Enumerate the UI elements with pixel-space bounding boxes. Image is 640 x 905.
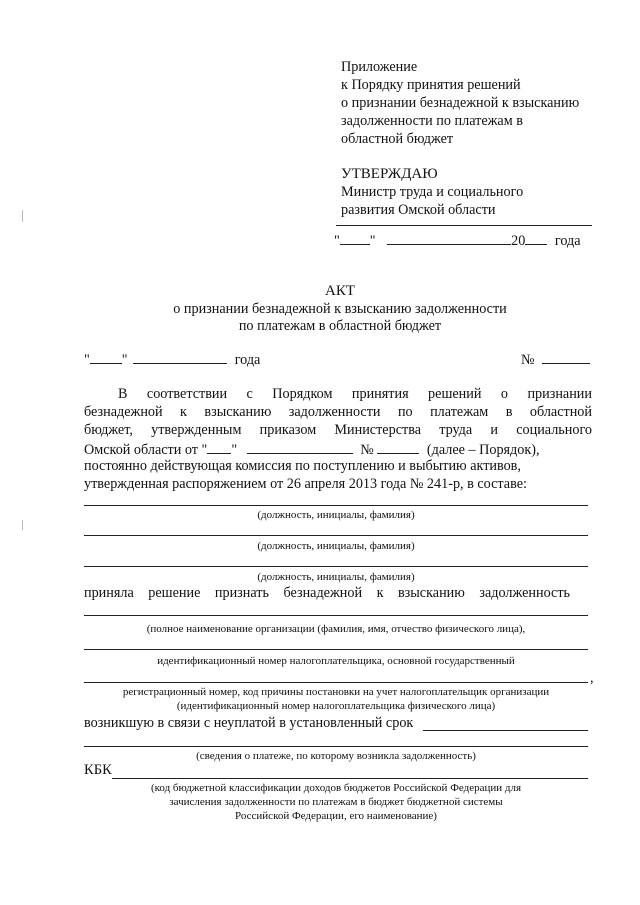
year-prefix: 20 <box>511 233 526 249</box>
member-line <box>84 535 588 536</box>
day-blank <box>340 231 370 245</box>
member-line <box>84 505 588 506</box>
payment-caption: (сведения о платеже, по которому возникла задолженность) <box>196 750 476 762</box>
day-blank <box>90 350 122 364</box>
quote-open: " <box>84 352 90 368</box>
act-date-line <box>84 350 260 369</box>
body-line: В соответствии с Порядком принятия решений о признании <box>118 386 592 402</box>
body-line: бюджет, утвержденным приказом Министерства труда и социального <box>84 422 592 438</box>
org-line <box>84 615 588 616</box>
scan-margin-mark <box>22 520 23 530</box>
quote-open: " <box>334 233 340 249</box>
body-text: Омской области от " <box>84 442 208 458</box>
act-number <box>521 350 590 369</box>
approve-line: развития Омской области <box>341 202 496 218</box>
reg-comma: , <box>590 670 594 686</box>
approve-title: УТВЕРЖДАЮ <box>341 166 438 182</box>
quote-close: " <box>121 352 128 368</box>
body-line: безнадежной к взысканию задолженности по платежам в областной <box>84 404 592 420</box>
reg-caption: (идентификационный номер налогоплательщика физического лица) <box>176 700 496 712</box>
year-word: года <box>234 352 261 368</box>
appendix-line: Приложение <box>341 59 418 75</box>
inn-line <box>84 649 588 650</box>
kbk-caption: зачисления задолженности по платежам в бюджет бюджетной системы <box>169 796 503 808</box>
decision-text: приняла решение признать безнадежной к взысканию задолженность <box>84 585 570 601</box>
appendix-line: задолженности по платежам в <box>341 113 523 129</box>
approve-line: Министр труда и социального <box>341 184 524 200</box>
reg-caption: регистрационный номер, код причины постановки на учет налогоплательщик организации <box>122 686 550 698</box>
body-text: " <box>231 442 238 458</box>
member-caption: (должность, инициалы, фамилия) <box>257 509 415 521</box>
kbk-caption: Российской Федерации, его наименование) <box>235 810 437 822</box>
scan-margin-mark <box>22 210 23 222</box>
month-blank <box>387 231 511 245</box>
number-sign: № <box>521 352 535 368</box>
approval-date-line <box>334 231 581 250</box>
order-number-blank <box>377 440 419 454</box>
body-line <box>84 440 540 459</box>
member-line <box>84 566 588 567</box>
body-line: постоянно действующая комиссия по поступлению и выбытию активов, <box>84 458 521 474</box>
number-blank <box>542 350 590 364</box>
member-caption: (должность, инициалы, фамилия) <box>257 571 415 583</box>
number-sign: № <box>360 442 374 458</box>
appendix-line: о признании безнадежной к взысканию <box>341 95 580 111</box>
appendix-line: к Порядку принятия решений <box>341 77 521 93</box>
act-title: АКТ <box>325 283 355 299</box>
kbk-label: КБК <box>84 762 112 778</box>
year-blank <box>525 231 547 245</box>
signature-line <box>336 225 592 226</box>
month-blank <box>133 350 227 364</box>
arose-line <box>423 730 588 731</box>
org-caption: (полное наименование организации (фамилия, имя, отчество физического лица), <box>146 623 526 635</box>
inn-caption: идентификационный номер налогоплательщика, основной государственный <box>157 655 515 667</box>
day-blank <box>207 440 231 454</box>
body-line: утвержденная распоряжением от 26 апреля 2013 года № 241-р, в составе: <box>84 476 527 492</box>
member-caption: (должность, инициалы, фамилия) <box>257 540 415 552</box>
act-subtitle: о признании безнадежной к взысканию задолженности <box>173 301 507 317</box>
payment-line <box>84 746 588 747</box>
year-word: года <box>554 233 581 249</box>
act-subtitle: по платежам в областной бюджет <box>238 318 442 334</box>
kbk-line <box>112 778 588 779</box>
body-text: (далее – Порядок), <box>426 442 540 458</box>
quote-close: " <box>369 233 376 249</box>
date-blank <box>247 440 353 454</box>
reg-line <box>84 682 588 683</box>
arose-text: возникшую в связи с неуплатой в установленный срок <box>84 715 414 731</box>
kbk-caption: (код бюджетной классификации доходов бюджетов Российской Федерации для <box>150 782 522 794</box>
appendix-line: областной бюджет <box>341 131 454 147</box>
